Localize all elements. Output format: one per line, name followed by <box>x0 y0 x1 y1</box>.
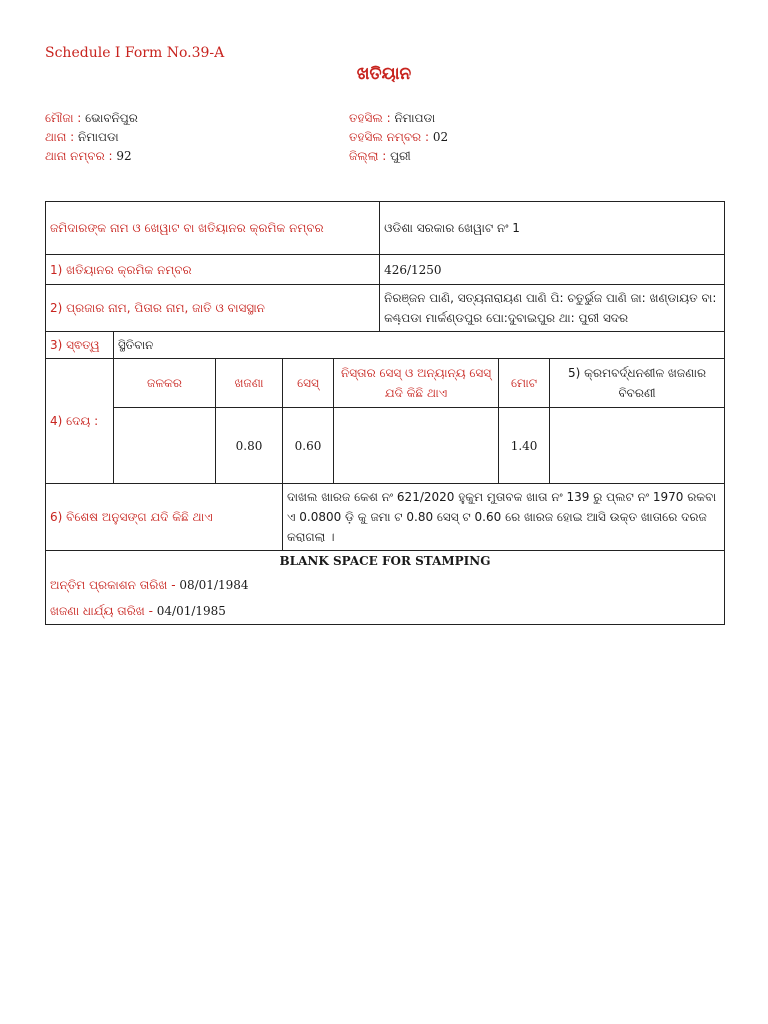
serial-row <box>46 255 725 285</box>
thana-label: ଥାନା : <box>45 130 75 144</box>
tahasil-number-row <box>349 128 448 147</box>
mouza-value: ଭୋବନିପୁର <box>85 111 138 125</box>
total-header: ମୋଟ <box>499 359 550 408</box>
tenant-label: 2) ପ୍ରଜାର ନାମ, ପିତାର ନାମ, ଜାତି ଓ ବାସସ୍ଥାନ <box>46 285 380 332</box>
publish-date-value: 08/01/1984 <box>179 578 249 592</box>
stamp-row <box>46 551 725 625</box>
zamindar-label: ଜମିଦାରଙ୍କ ନାମ ଓ ଖେୱାଟ ବା ଖତିୟାନର କ୍ରମିକ ନମ୍ବର <box>46 202 380 255</box>
serial-label: 1) ଖତିୟାନର କ୍ରମିକ ନମ୍ବର <box>46 255 380 285</box>
jalkar-header: ଜଳକର <box>114 359 216 408</box>
stamp-title: BLANK SPACE FOR STAMPING <box>279 554 491 568</box>
jalkar-value <box>114 408 216 484</box>
tahasil-row <box>349 109 448 128</box>
mouza-label: ମୌଜା : <box>45 111 82 125</box>
cess-value: 0.60 <box>283 408 334 484</box>
nistar-cess-value <box>334 408 499 484</box>
tahasil-value: ନିମାପଡା <box>394 111 436 125</box>
stamp-area <box>46 551 725 625</box>
mouza-row <box>45 109 138 128</box>
tahasil-number-value: 02 <box>432 130 449 144</box>
district-row <box>349 147 448 166</box>
thana-number-value: 92 <box>116 149 132 163</box>
thana-row <box>45 128 138 147</box>
publish-date-label: ଅନ୍ତିମ ପ୍ରକାଶନ ତାରିଖ - <box>50 578 176 592</box>
dues-header-row <box>46 359 725 408</box>
khatiyan-table <box>45 201 725 625</box>
special-label: 6) ବିଶେଷ ଅନୁସଙ୍ଗ ଯଦି କିଛି ଥାଏ <box>46 484 283 551</box>
progressive-value <box>550 408 725 484</box>
page-title: ଖତିୟାନ <box>356 64 412 84</box>
progressive-header: 5) କ୍ରମବର୍ଦ୍ଧନଶୀଳ ଖଜଣାର ବିବରଣୀ <box>550 359 725 408</box>
nistar-cess-header: ନିସ୍ତାର ସେସ୍ ଓ ଅନ୍ୟାନ୍ୟ ସେସ୍ ଯଦି କିଛି ଥାଏ <box>334 359 499 408</box>
tax-date-line <box>50 601 720 621</box>
tenant-row <box>46 285 725 332</box>
khajana-header: ଖଜଣା <box>216 359 283 408</box>
tenant-value: ନିରଞ୍ଜନ ପାଣି, ସତ୍ୟନାରାୟଣ ପାଣି ପି: ଚତୁର୍ଭୁଜ ପାଣି ଜା: ଖଣ୍ଡାୟତ ବା: କଣ୍ଢ଼ପଡା ମାର୍କଣ୍ଡପୁର ପୋ:ଦୁବାଇପୁର ଥା: ପୁରୀ ସଦର <box>380 285 725 332</box>
right-label: 3) ସ୍ଵତ୍ୱ <box>46 332 114 359</box>
right-info-block <box>349 109 448 166</box>
district-label: ଜିଲ୍ଲା : <box>349 149 387 163</box>
tax-date-label: ଖଜଣା ଧାର୍ଯ୍ୟ ତାରିଖ - <box>50 604 153 618</box>
zamindar-value: ଓଡିଶା ସରକାର ଖେୱାଟ ନଂ 1 <box>380 202 725 255</box>
cess-header: ସେସ୍ <box>283 359 334 408</box>
thana-number-row <box>45 147 138 166</box>
district-value: ପୁରୀ <box>390 149 411 163</box>
left-info-block <box>45 109 138 166</box>
thana-value: ନିମାପଡା <box>78 130 119 144</box>
publish-date-line <box>50 575 720 595</box>
dues-values-row <box>46 408 725 484</box>
serial-value: 426/1250 <box>380 255 725 285</box>
dues-label: 4) ଦେୟ : <box>46 359 114 484</box>
schedule-form-number: Schedule I Form No.39-A <box>45 45 225 61</box>
right-value: ସ୍ଥିତିବାନ <box>114 332 725 359</box>
zamindar-row <box>46 202 725 255</box>
special-row <box>46 484 725 551</box>
right-row <box>46 332 725 359</box>
tax-date-value: 04/01/1985 <box>156 604 226 618</box>
thana-number-label: ଥାନା ନମ୍ବର : <box>45 149 113 163</box>
special-value: ଦାଖଲ ଖାରଜ କେଶ ନଂ 621/2020 ହୁକୁମ ମୁତାବକ ଖାତା ନଂ 139 ରୁ ପ୍ଲଟ ନଂ 1970 ରକବା ଏ 0.0800 ଡ଼ି କୁ ଜମା ଟ 0.80 ସେସ୍ ଟ 0.60 ରେ ଖାରଜ ହୋଇ ଆସି ଉକ୍ତ ଖାତାରେ ଦରଜ କରାଗଲା । <box>283 484 725 551</box>
tahasil-number-label: ତହସିଲ ନମ୍ବର : <box>349 130 430 144</box>
tahasil-label: ତହସିଲ : <box>349 111 391 125</box>
khajana-value: 0.80 <box>216 408 283 484</box>
total-value: 1.40 <box>499 408 550 484</box>
